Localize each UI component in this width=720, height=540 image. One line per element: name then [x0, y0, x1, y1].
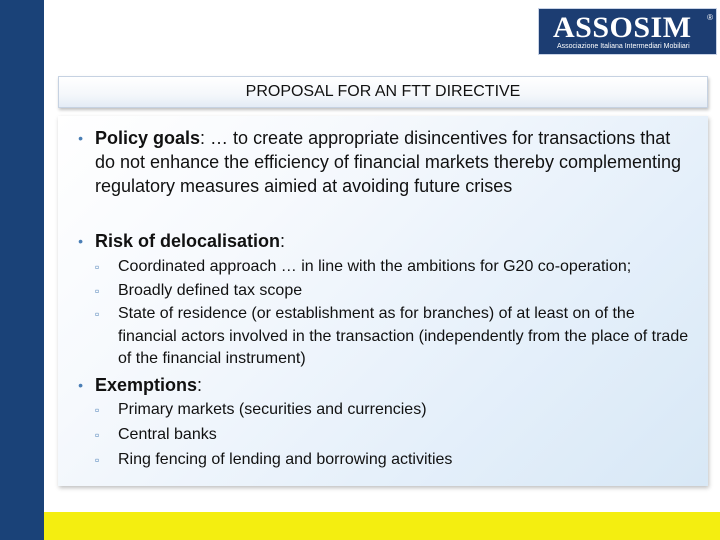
logo-tagline: Associazione Italiana Intermediari Mobiliari: [557, 43, 690, 50]
bullet-text: : … to create appropriate disincentives for transactions that do not enhance the efficiency of financial markets thereby complementing regulatory measures aimied at avoiding future crises: [95, 128, 682, 196]
sub-item-text: Ring fencing of lending and borrowing activities: [118, 451, 453, 468]
bullet-exemptions: [78, 373, 695, 397]
logo-name: ASSOSIM: [553, 11, 692, 44]
sub-item: [95, 256, 703, 279]
sub-item-text: State of residence (or establishment as for branches) of at least on of the financial actors involved in the transaction (independently from the place of trade of the financial instrument): [118, 305, 689, 367]
sub-item-text: Central banks: [118, 426, 217, 443]
title-box: [58, 76, 708, 108]
sub-item: [95, 424, 703, 447]
bullet-text: :: [280, 231, 286, 251]
sub-bullet-icon: ▫: [95, 403, 100, 417]
assosim-logo: [538, 8, 717, 55]
sub-bullet-icon: ▫: [95, 428, 100, 442]
bullet-label: Risk of delocalisation: [95, 231, 281, 251]
bullet-label: Exemptions: [95, 375, 198, 395]
left-accent-bar: [0, 0, 44, 540]
sub-bullet-icon: ▫: [95, 260, 100, 274]
sub-bullet-icon: ▫: [95, 307, 100, 321]
sub-item: [95, 303, 690, 371]
sub-bullet-icon: ▫: [95, 284, 100, 298]
bullet-policy-goals: [78, 126, 695, 198]
bullet-risk-delocalisation: [78, 229, 695, 253]
content-panel: [58, 116, 708, 486]
sub-item-text: Primary markets (securities and currencies): [118, 401, 427, 418]
bullet-label: Policy goals: [95, 128, 201, 148]
logo-registered-mark: ®: [707, 13, 713, 22]
bullet-icon: •: [78, 377, 83, 393]
sub-item: [95, 449, 703, 472]
sub-item-text: Broadly defined tax scope: [118, 282, 303, 299]
bottom-accent-bar: [44, 512, 720, 540]
sub-item: [95, 280, 703, 303]
bullet-text: :: [197, 375, 203, 395]
sub-item-text: Coordinated approach … in line with the ambitions for G20 co-operation;: [118, 258, 632, 275]
bullet-icon: •: [78, 130, 83, 146]
sub-bullet-icon: ▫: [95, 453, 100, 467]
slide-title: PROPOSAL FOR AN FTT DIRECTIVE: [245, 83, 521, 100]
sub-item: [95, 399, 703, 422]
bullet-icon: •: [78, 233, 83, 249]
